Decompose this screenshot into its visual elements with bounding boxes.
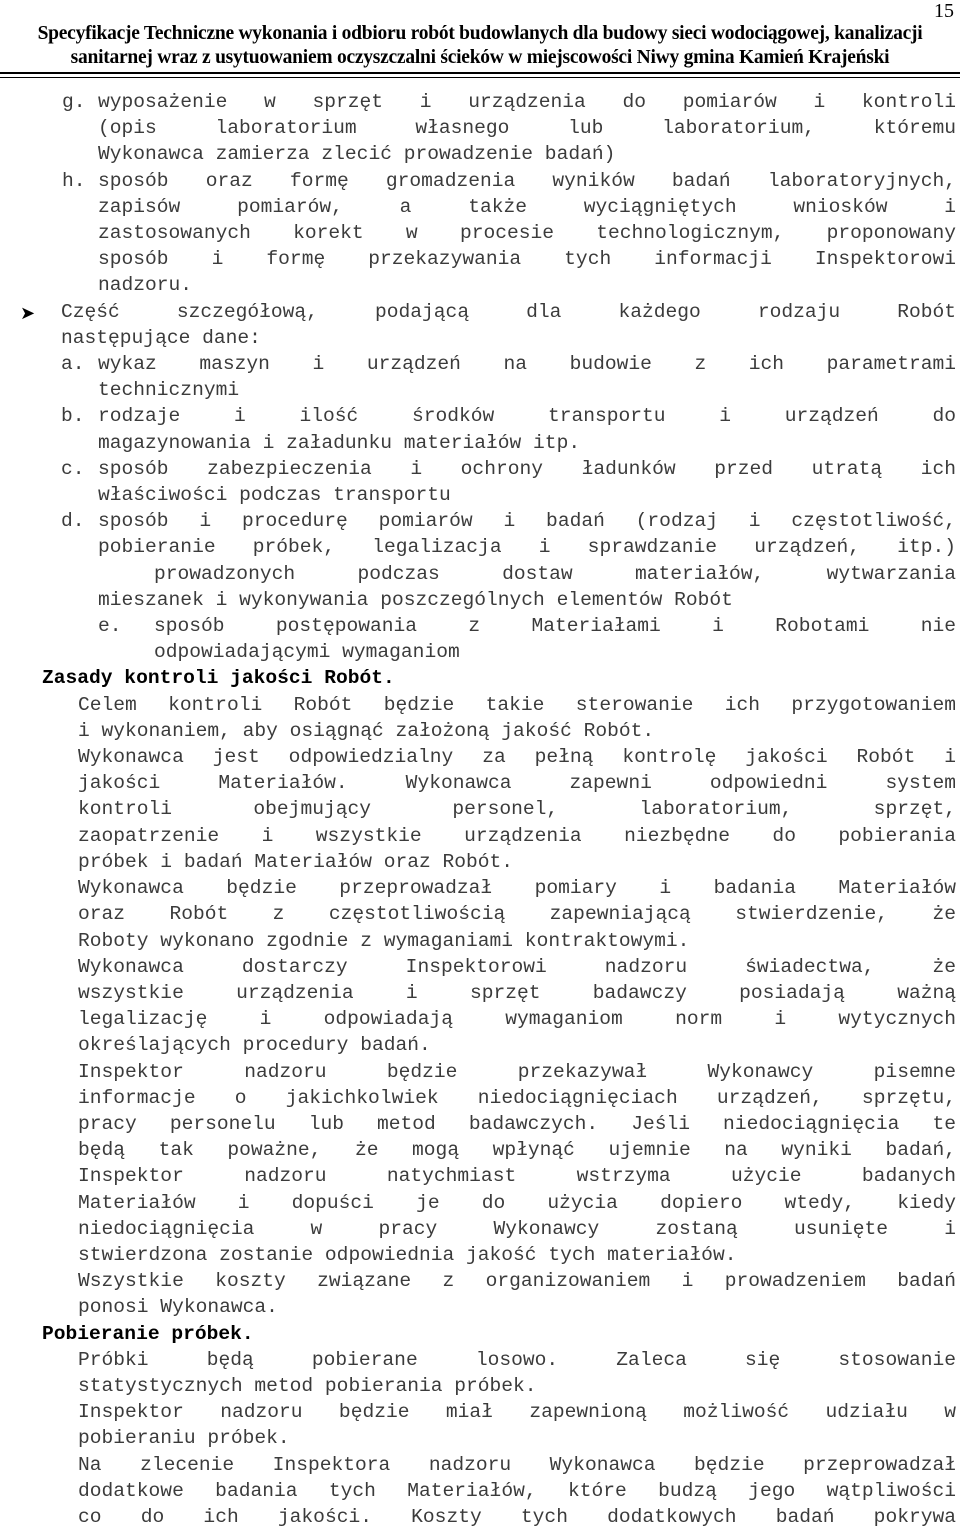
list-item-a bbox=[0, 351, 960, 377]
paragraph-line: kontroli obejmujący personel, laboratorium, sprzęt, bbox=[78, 798, 956, 821]
list-item-text-line: nadzoru. bbox=[98, 274, 193, 297]
paragraph-line: będą tak poważne, że mogą wpłynąć ujemnie na wyniki badań, bbox=[78, 1139, 956, 1162]
list-item-text: wykaz maszyn i urządzeń na budowie z ich parametrami bbox=[98, 353, 956, 376]
paragraph-line: ponosi Wykonawca. bbox=[78, 1296, 278, 1319]
list-item-text-line: technicznymi bbox=[98, 379, 240, 402]
paragraph-line: informacje o jakichkolwiek niedociągnięciach urządzeń, sprzętu, bbox=[78, 1086, 956, 1109]
paragraph-line: jakości Materiałów. Wykonawca zapewni odpowiedni system bbox=[78, 772, 956, 795]
section-detail-text: Część szczegółową, podającą dla każdego rodzaju Robót bbox=[61, 300, 956, 323]
list-item-text-line: Wykonawca zamierza zlecić prowadzenie badań) bbox=[98, 143, 616, 166]
list-marker: d. bbox=[61, 510, 85, 533]
list-item-text-line: pobieranie próbek, legalizacja i sprawdzanie urządzeń, itp.) bbox=[98, 536, 956, 559]
list-item-text: sposób postępowania z Materiałami i Robotami nie bbox=[154, 615, 956, 638]
list-item-text: rodzaje i ilość środków transportu i urządzeń do bbox=[98, 405, 956, 428]
list-item-c bbox=[0, 456, 960, 482]
list-item-g bbox=[0, 89, 960, 115]
list-item-text: sposób oraz formę gromadzenia wyników badań laboratoryjnych, bbox=[98, 169, 956, 192]
arrow-bullet-icon: ➤ bbox=[20, 302, 36, 324]
list-item-text-line: sposób i formę przekazywania tych informacji Inspektorowi bbox=[98, 248, 956, 271]
section-detail-text-line: następujące dane: bbox=[61, 326, 261, 349]
list-marker: a. bbox=[61, 353, 85, 376]
paragraph-line: Roboty wykonano zgodnie z wymaganiami kontraktowymi. bbox=[78, 929, 690, 952]
paragraph-line: Wykonawca będzie przeprowadzał pomiary i badania Materiałów bbox=[78, 877, 956, 900]
quality-paragraph-4 bbox=[0, 954, 960, 1059]
list-marker: g. bbox=[62, 91, 86, 113]
list-item-h bbox=[0, 168, 960, 194]
paragraph-line: oraz Robót z częstotliwością zapewniającą stwierdzenie, że bbox=[78, 903, 956, 926]
paragraph-line: próbek i badań Materiałów oraz Robót. bbox=[78, 850, 514, 873]
paragraph-line: statystycznych metod pobierania próbek. bbox=[78, 1374, 537, 1397]
paragraph-line: Wykonawca jest odpowiedzialny za pełną kontrolę jakości Robót i bbox=[78, 746, 956, 769]
paragraph-line: Materiałów i dopuści je do użycia dopiero wtedy, kiedy bbox=[78, 1191, 956, 1214]
list-item-text: sposób zabezpieczenia i ochrony ładunków przed utratą ich bbox=[98, 457, 956, 480]
list-item-text-line: (opis laboratorium własnego lub laboratorium, któremu bbox=[98, 117, 956, 140]
paragraph-line: Wszystkie koszty związane z organizowaniem i prowadzeniem badań bbox=[78, 1270, 956, 1293]
samples-paragraph-2 bbox=[0, 1399, 960, 1451]
list-item-text-line: zapisów pomiarów, a także wyciągniętych wniosków i bbox=[98, 195, 956, 218]
paragraph-line: Na zlecenie Inspektora nadzoru Wykonawca będzie przeprowadzał bbox=[78, 1453, 956, 1476]
list-item-text-line: odpowiadającymi wymaganiom bbox=[154, 641, 460, 664]
paragraph-line: wszystkie urządzenia i sprzęt badawczy posiadają ważną bbox=[78, 981, 956, 1004]
paragraph-line: określających procedury badań. bbox=[78, 1034, 431, 1057]
paragraph-line: Inspektor nadzoru będzie miał zapewnioną możliwość udziału w bbox=[78, 1401, 956, 1424]
paragraph-line: stwierdzona zostanie odpowiednia jakość tych materiałów. bbox=[78, 1243, 737, 1266]
header-line-1: Specyfikacje Techniczne wykonania i odbioru robót budowlanych dla budowy sieci wodociągowej, kanalizacji bbox=[37, 23, 923, 44]
header-rule-thick bbox=[0, 72, 960, 74]
paragraph-line: Inspektor nadzoru będzie przekazywał Wykonawcy pisemne bbox=[78, 1060, 956, 1083]
list-item-text-line: mieszanek i wykonywania poszczególnych elementów Robót bbox=[98, 588, 733, 611]
quality-paragraph-6 bbox=[0, 1268, 960, 1320]
quality-paragraph-1 bbox=[0, 692, 960, 744]
document-body bbox=[0, 89, 960, 1530]
quality-paragraph-5 bbox=[0, 1059, 960, 1269]
section-detail-intro bbox=[0, 299, 960, 325]
section-heading-samples: Pobieranie próbek. bbox=[42, 1322, 254, 1345]
list-marker: b. bbox=[61, 405, 85, 428]
section-heading-quality: Zasady kontroli jakości Robót. bbox=[42, 667, 395, 690]
list-item-text-line: magazynowania i załadunku materiałów itp. bbox=[98, 431, 581, 454]
paragraph-line: Próbki będą pobierane losowo. Zaleca się stosowanie bbox=[78, 1348, 956, 1371]
samples-paragraph-3 bbox=[0, 1452, 960, 1531]
header-rule-thin bbox=[0, 77, 960, 78]
paragraph-line: niedociągnięcia w pracy Wykonawcy zostaną usunięte i bbox=[78, 1217, 956, 1240]
list-marker: c. bbox=[61, 457, 85, 480]
paragraph-line: zaopatrzenie i wszystkie urządzenia niezbędne do pobierania bbox=[78, 824, 956, 847]
paragraph-line: pobieraniu próbek. bbox=[78, 1427, 290, 1450]
paragraph-line: Inspektor nadzoru natychmiast wstrzyma użycie badanych bbox=[78, 1165, 956, 1188]
list-item-text: wyposażenie w sprzęt i urządzenia do pomiarów i kontroli bbox=[98, 91, 956, 113]
list-marker: h. bbox=[62, 169, 86, 192]
list-marker: e. bbox=[98, 615, 122, 638]
list-item-d bbox=[0, 508, 960, 534]
list-item-text: sposób i procedurę pomiarów i badań (rodzaj i częstotliwość, bbox=[98, 510, 956, 533]
paragraph-line: legalizację i odpowiadają wymaganiom norm i wytycznych bbox=[78, 1008, 956, 1031]
list-item-b bbox=[0, 403, 960, 429]
quality-paragraph-3 bbox=[0, 875, 960, 954]
paragraph-line: pracy personelu lub metod badawczych. Jeśli niedociągnięcia te bbox=[78, 1112, 956, 1135]
samples-paragraph-1 bbox=[0, 1347, 960, 1399]
list-item-text-line: prowadzonych podczas dostaw materiałów, wytwarzania bbox=[154, 562, 956, 585]
paragraph-line: Wykonawca dostarczy Inspektorowi nadzoru świadectwa, że bbox=[78, 955, 956, 978]
paragraph-line: co do ich jakości. Koszty tych dodatkowych badań pokrywa bbox=[78, 1505, 956, 1528]
header-line-2: sanitarnej wraz z usytuowaniem oczyszczalni ścieków w miejscowości Niwy gmina Kamień Krajeński bbox=[70, 47, 890, 68]
page-header bbox=[6, 22, 954, 70]
page-number: 15 bbox=[934, 0, 954, 22]
list-item-e bbox=[0, 613, 960, 639]
quality-paragraph-2 bbox=[0, 744, 960, 875]
paragraph-line: dodatkowe badania tych Materiałów, które budzą jego wątpliwości bbox=[78, 1479, 956, 1502]
list-item-text-line: właściwości podczas transportu bbox=[98, 484, 451, 507]
list-item-text-line: zastosowanych korekt w procesie technologicznym, proponowany bbox=[98, 222, 956, 245]
paragraph-line: i wykonaniem, aby osiągnąć założoną jakość Robót. bbox=[78, 719, 655, 742]
paragraph-line: Celem kontroli Robót będzie takie sterowanie ich przygotowaniem bbox=[78, 693, 956, 716]
